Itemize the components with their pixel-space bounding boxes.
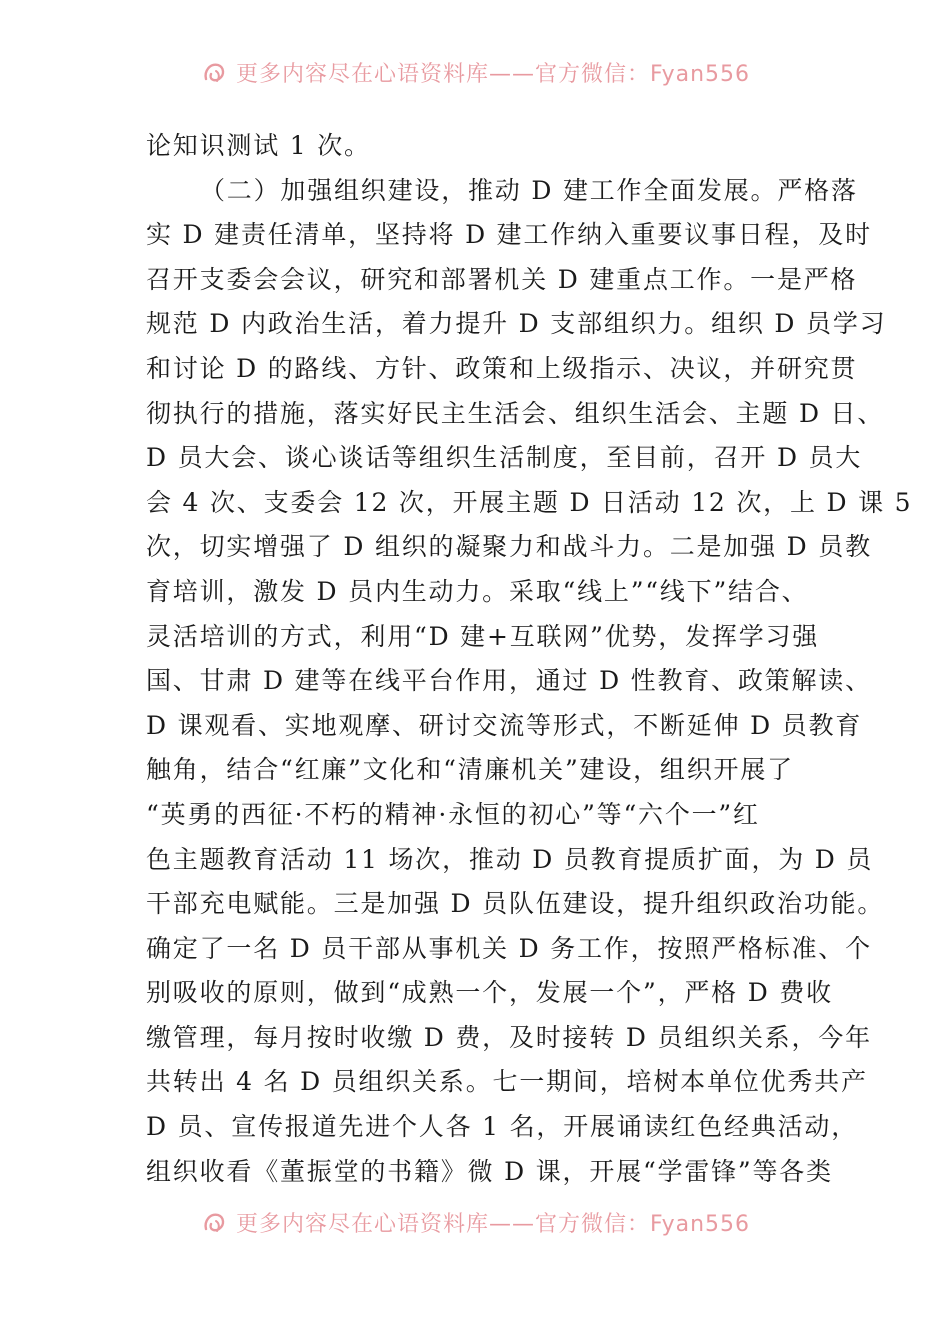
- text-line: 规范 D 内政治生活，着力提升 D 支部组织力。组织 D 员学习: [146, 309, 887, 339]
- watermark-text: 更多内容尽在心语资料库——官方微信：Fyan556: [235, 1211, 751, 1237]
- text-line: D 员、宣传报道先进个人各 1 名，开展诵读红色经典活动，: [146, 1112, 858, 1142]
- text-line: 共转出 4 名 D 员组织关系。七一期间，培树本单位优秀共产: [146, 1067, 868, 1097]
- text-line: “英勇的西征·不朽的精神·永恒的初心”等“六个一”红: [146, 799, 760, 829]
- text-line: 组织收看《董振堂的书籍》微 D 课，开展“学雷锋”等各类: [146, 1156, 833, 1186]
- text-line: 国、甘肃 D 建等在线平台作用，通过 D 性教育、政策解读、: [146, 666, 872, 696]
- text-line: 召开支委会会议，研究和部署机关 D 建重点工作。一是严格: [146, 264, 858, 294]
- text-line: D 员大会、谈心谈话等组织生活制度，至目前，召开 D 员大: [146, 443, 863, 473]
- watermark-header: [0, 52, 950, 92]
- watermark-footer: [0, 1202, 950, 1242]
- text-line: 干部充电赋能。三是加强 D 员队伍建设，提升组织政治功能。: [146, 889, 885, 919]
- text-line: 色主题教育活动 11 场次，推动 D 员教育提质扩面，为 D 员: [146, 844, 874, 874]
- text-line: 和讨论 D 的路线、方针、政策和上级指示、决议，并研究贯: [146, 353, 858, 383]
- text-line: D 课观看、实地观摩、研讨交流等形式，不断延伸 D 员教育: [146, 710, 863, 740]
- text-line: 论知识测试 1 次。: [146, 131, 371, 160]
- text-line: 次，切实增强了 D 组织的凝聚力和战斗力。二是加强 D 员教: [146, 532, 872, 562]
- watermark-text: 更多内容尽在心语资料库——官方微信：Fyan556: [235, 61, 751, 87]
- text-line: 触角，结合“红廉”文化和“清廉机关”建设，组织开展了: [146, 755, 794, 785]
- brand-logo-icon: [200, 57, 230, 87]
- text-line: 灵活培训的方式，利用“D 建+互联网”优势，发挥学习强: [146, 621, 820, 651]
- text-line: 会 4 次、支委会 12 次，开展主题 D 日活动 12 次，上 D 课 5: [146, 487, 913, 517]
- text-line: 彻执行的措施，落实好民主生活会、组织生活会、主题 D 日、: [146, 398, 885, 428]
- paragraph-start-line: （二）加强组织建设，推动 D 建工作全面发展。严格落: [200, 175, 858, 205]
- text-line: 缴管理，每月按时收缴 D 费，及时接转 D 员组织关系，今年: [146, 1022, 872, 1052]
- brand-logo-icon: [200, 1207, 230, 1237]
- text-line: 实 D 建责任清单，坚持将 D 建工作纳入重要议事日程，及时: [146, 220, 872, 250]
- text-line: 育培训，激发 D 员内生动力。采取“线上”“线下”结合、: [146, 576, 809, 606]
- text-line: 别吸收的原则，做到“成熟一个，发展一个”，严格 D 费收: [146, 978, 833, 1008]
- document-body: [146, 124, 913, 1194]
- text-line: 确定了一名 D 员干部从事机关 D 务工作，按照严格标准、个: [146, 933, 872, 963]
